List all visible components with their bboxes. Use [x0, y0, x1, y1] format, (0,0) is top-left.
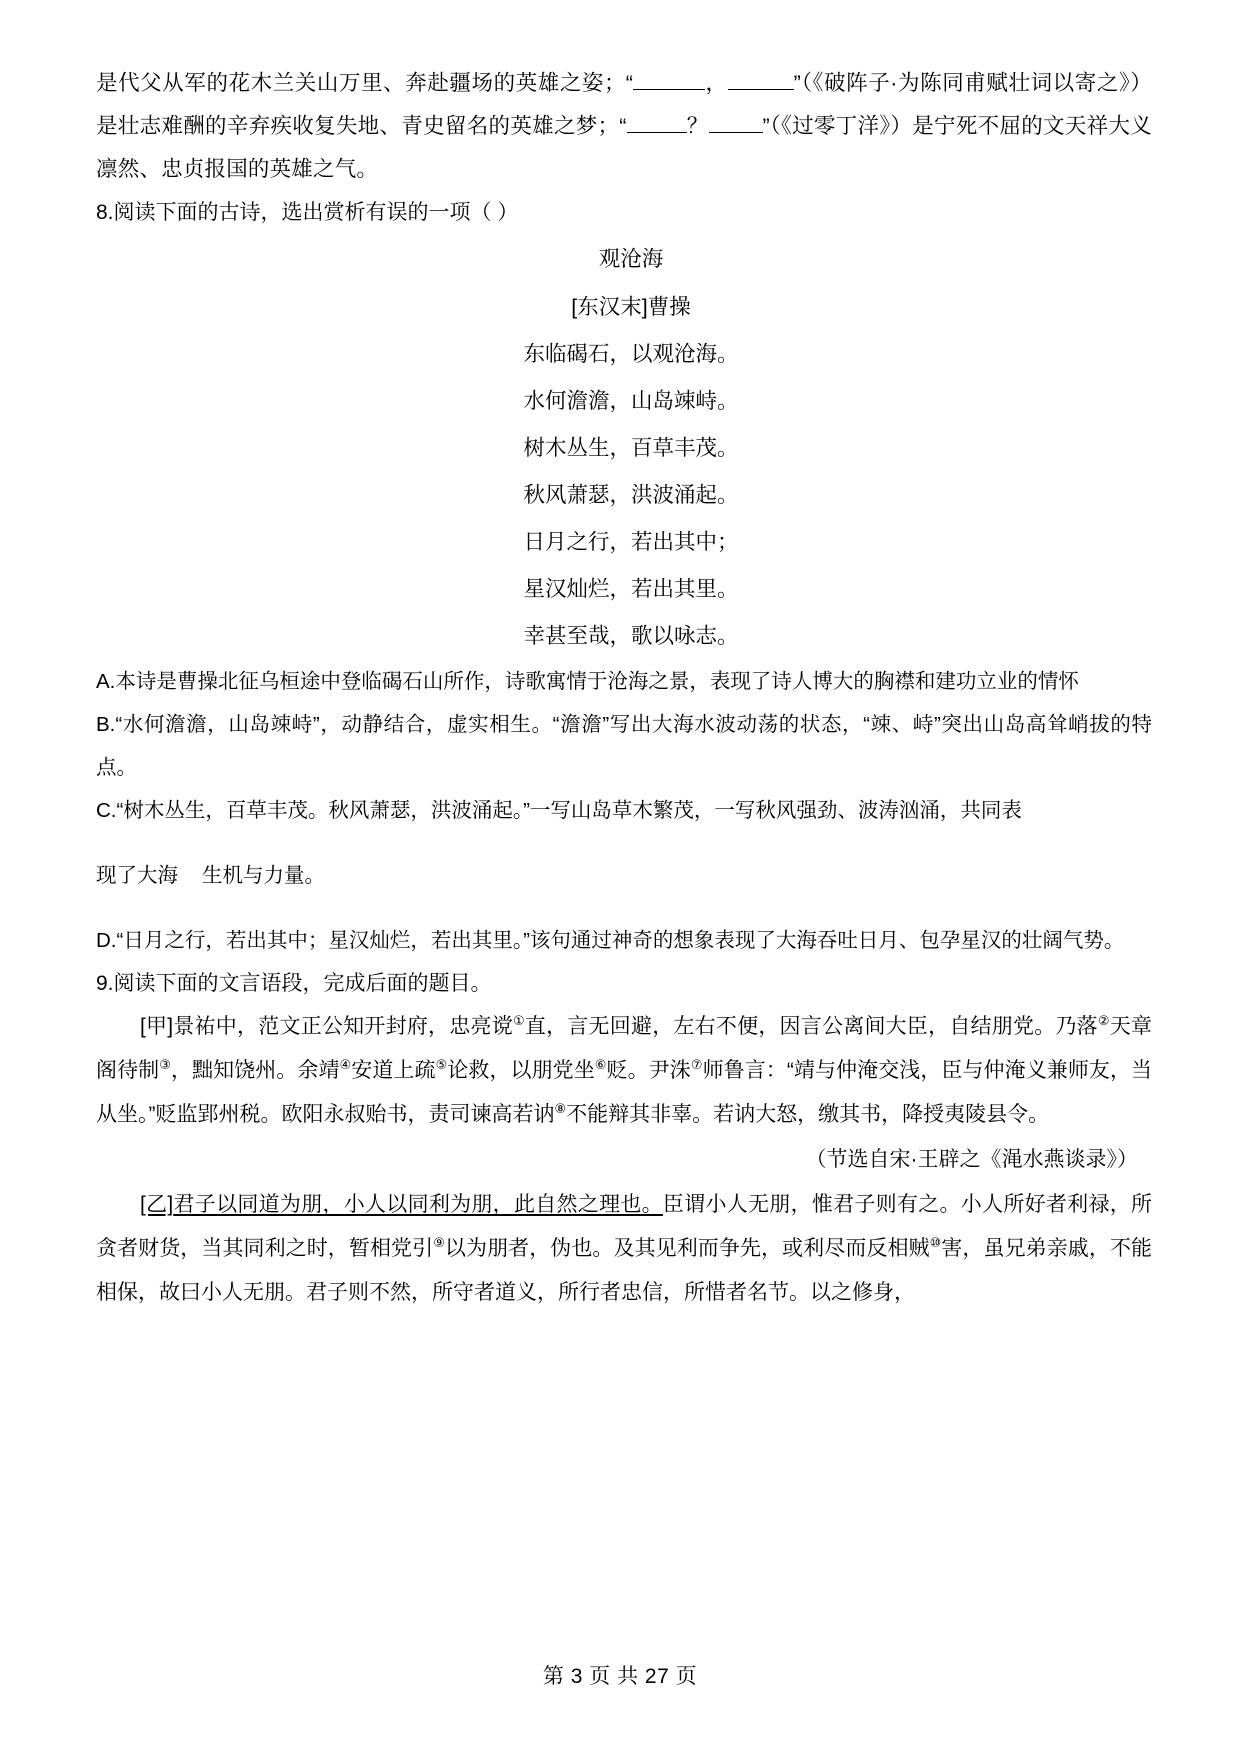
- option-a-text: 本诗是曹操北征乌桓途中登临碣石山所作，诗歌寓情于沧海之景，表现了诗人博大的胸襟和建功立业的情怀: [115, 670, 1079, 693]
- passage-jia-text-3: 天章阁待制: [96, 1015, 1153, 1082]
- poem-line: 幸甚至哉，歌以咏志。: [523, 624, 739, 648]
- passage-yi-text-1: 臣谓小人无朋，惟君子则有之。小人所好者利禄，所贪者财货，当其同利之时，暂相党引: [96, 1193, 1153, 1260]
- option-d[interactable]: [96, 919, 1152, 962]
- passage-jia-text-8: 师鲁言：“靖与仲淹交浅，臣与仲淹义兼师友，当从坐。”贬监郢州税。欧阳永叔贻书，责司谏高若讷: [96, 1059, 1153, 1126]
- carryover-segment-5: ”（《过零丁洋》）是宁死不屈的文天祥大义凛然、忠贞报国的英雄之气。: [96, 114, 1152, 181]
- footnote-ref-10: ⑩: [929, 1235, 942, 1250]
- footnote-ref-7: ⑦: [690, 1057, 703, 1072]
- option-a-label: A.: [96, 670, 116, 693]
- passage-yi: [96, 1183, 1152, 1315]
- carryover-segment-4: ？: [686, 114, 709, 138]
- poem-line: 树木丛生，百草丰茂。: [523, 436, 739, 460]
- option-c-text-part2-post: 生机与力量。: [202, 864, 325, 887]
- passage-jia-text-6: 论救，以朋党坐: [447, 1059, 595, 1082]
- option-c-label: C.: [96, 799, 117, 822]
- page-content: [96, 62, 1152, 1315]
- footnote-ref-2: ②: [1097, 1013, 1110, 1028]
- passage-jia: [96, 1005, 1152, 1137]
- source-attribution-jia: （节选自宋·王辟之《渑水燕谈录》）: [805, 1148, 1138, 1171]
- fill-blank-2[interactable]: [728, 89, 794, 90]
- poem-line: 东临碣石，以观沧海。: [523, 342, 739, 366]
- fill-blank-3[interactable]: [627, 132, 687, 133]
- passage-jia-text-1: 景祐中，范文正公知开封府，忠亮谠: [173, 1015, 513, 1038]
- passage-jia-text-4: ，黜知饶州。余靖: [170, 1059, 340, 1082]
- footnote-ref-4: ④: [339, 1057, 352, 1072]
- passage-jia-text-2: 直，言无回避，左右不便，因言公离间大臣，自结朋党。乃落: [524, 1015, 1098, 1038]
- passage-jia-marker: [甲]: [140, 1015, 174, 1038]
- fill-blank-4[interactable]: [709, 132, 763, 133]
- option-b[interactable]: [96, 703, 1152, 789]
- question-9-stem: 9.阅读下面的文言语段，完成后面的题目。: [96, 972, 492, 995]
- option-c[interactable]: [96, 789, 1152, 832]
- passage-yi-underlined-sentence: 君子以同道为朋，小人以同利为朋，此自然之理也。: [173, 1193, 663, 1216]
- passage-jia-text-5: 安道上疏: [351, 1059, 436, 1082]
- passage-jia-text-9: 不能辩其非辜。若讷大怒，缴其书，降授夷陵县令。: [566, 1103, 1050, 1126]
- carryover-paragraph: [96, 62, 1152, 191]
- fill-blank-1[interactable]: [633, 89, 705, 90]
- poem-line: 星汉灿烂，若出其里。: [523, 577, 739, 601]
- option-b-text: “水何澹澹，山岛竦峙”，动静结合，虚实相生。“澹澹”写出大海水波动荡的状态，“竦、峙”突出山岛高耸峭拔的特点。: [96, 713, 1152, 779]
- question-8-stem: 8.阅读下面的古诗，选出赏析有误的一项（ ）: [96, 201, 519, 224]
- option-c-text-part2-pre: 现了大海: [96, 864, 178, 887]
- poem-author: [东汉末]曹操: [571, 295, 691, 319]
- poem-title: 观沧海: [598, 247, 664, 271]
- option-a[interactable]: [96, 660, 1152, 703]
- footnote-ref-9: ⑨: [433, 1235, 445, 1250]
- option-d-text: “日月之行，若出其中；星汉灿烂，若出其里。”该句通过神奇的想象表现了大海吞吐日月、包孕星汉的壮阔气势。: [116, 929, 1125, 952]
- footnote-ref-3: ③: [159, 1057, 171, 1072]
- option-c-continued: [96, 854, 1152, 897]
- poem-line: 秋风萧瑟，洪波涌起。: [523, 483, 739, 507]
- option-c-text-part1: “树木丛生，百草丰茂。秋风萧瑟，洪波涌起。”一写山岛草木繁茂，一写秋风强劲、波涛汹涌，共同表: [116, 799, 1022, 822]
- footnote-ref-6: ⑥: [594, 1057, 607, 1072]
- option-c-spacer: [96, 832, 1152, 854]
- option-c-spacer-2: [96, 897, 1152, 919]
- passage-yi-text-3: 害，虽兄弟亲戚，不能相保，故曰小人无朋。君子则不然，所守者道义，所行者忠信，所惜者名节。以之修身，: [96, 1237, 1153, 1304]
- footnote-ref-1: ①: [512, 1013, 525, 1028]
- page-footer: 第 3 页 共 27 页: [542, 1665, 698, 1688]
- poem-line: 日月之行，若出其中；: [523, 530, 739, 554]
- passage-yi-text-2: 以为朋者，伪也。及其见利而争先，或利尽而反相贼: [444, 1237, 930, 1260]
- carryover-segment-3: ”（《破阵子·为陈同甫赋壮词以寄之》）是壮志难酬的辛弃疾收复失地、青史留名的英雄之梦；“: [96, 71, 1152, 138]
- option-d-label: D.: [96, 929, 117, 952]
- option-b-label: B.: [96, 713, 116, 736]
- passage-jia-text-7: 贬。尹洙: [606, 1059, 691, 1082]
- carryover-segment-1: 是代父从军的花木兰关山万里、奔赴疆场的英雄之姿；“: [96, 71, 634, 95]
- passage-yi-marker: [乙]: [140, 1193, 174, 1216]
- footnote-ref-5: ⑤: [435, 1057, 448, 1072]
- poem-line: 水何澹澹，山岛竦峙。: [523, 389, 739, 413]
- footnote-ref-8: ⑧: [554, 1101, 567, 1116]
- carryover-segment-2: ，: [705, 71, 728, 95]
